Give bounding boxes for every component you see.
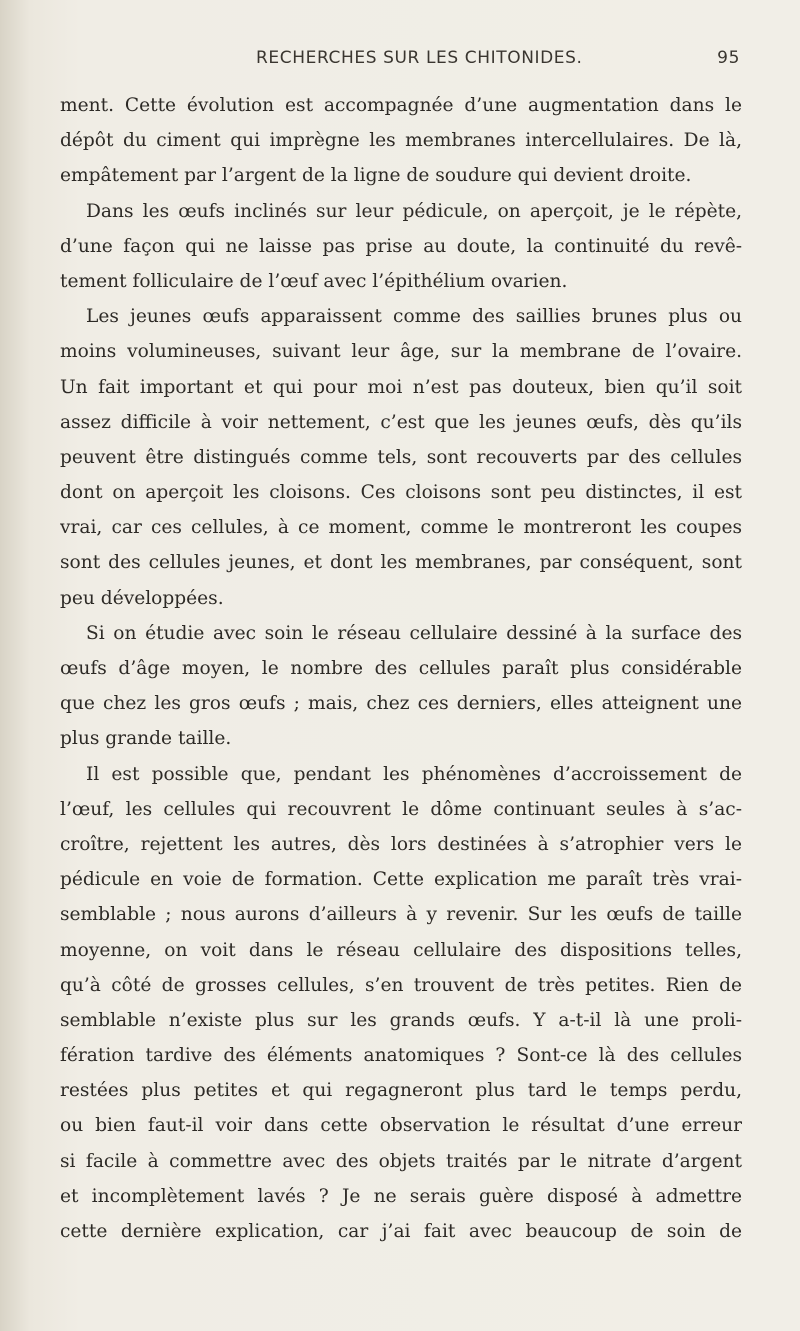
text-line: cette dernière explication, car j’ai fait avec beaucoup de soin de xyxy=(60,1221,742,1242)
text-line: Si on étudie avec soin le réseau cellulaire dessiné à la surface des xyxy=(86,622,742,644)
running-title: RECHERCHES SUR LES CHITONIDES. xyxy=(256,48,583,68)
text-line: assez difficile à voir nettement, c’est que les jeunes œufs, dès qu’ils xyxy=(60,411,742,433)
text-line: ou bien faut-il voir dans cette observation le résultat d’une erreur xyxy=(60,1115,742,1137)
text-line: restées plus petites et qui regagneront plus tard le temps perdu, xyxy=(60,1080,742,1102)
text-line: qu’à côté de grosses cellules, s’en trouvent de très petites. Rien de xyxy=(60,974,742,996)
page-number: 95 xyxy=(717,48,740,68)
text-line: d’une façon qui ne laisse pas prise au doute, la continuité du revê- xyxy=(60,235,742,257)
text-line: l’œuf, les cellules qui recouvrent le dôme continuant seules à s’ac- xyxy=(60,798,742,820)
text-line: moins volumineuses, suivant leur âge, sur la membrane de l’ovaire. xyxy=(60,341,742,363)
text-line: Les jeunes œufs apparaissent comme des saillies brunes plus ou xyxy=(86,306,742,328)
text-line: dépôt du ciment qui imprègne les membranes intercellulaires. De là, xyxy=(60,130,742,152)
text-line: Il est possible que, pendant les phénomènes d’accroissement de xyxy=(86,763,742,785)
body-text xyxy=(60,88,742,1249)
text-line: tement folliculaire de l’œuf avec l’épithélium ovarien. xyxy=(60,270,568,292)
text-line: plus grande taille. xyxy=(60,728,232,750)
running-header xyxy=(60,48,740,78)
text-line: vrai, car ces cellules, à ce moment, comme le montreront les coupes xyxy=(60,517,742,539)
text-line: moyenne, on voit dans le réseau cellulaire des dispositions telles, xyxy=(60,939,742,961)
text-line: peu développées. xyxy=(60,587,224,609)
text-line: semblable ; nous aurons d’ailleurs à y revenir. Sur les œufs de taille xyxy=(60,904,742,926)
text-line: pédicule en voie de formation. Cette explication me paraît très vrai- xyxy=(60,869,742,891)
text-line: que chez les gros œufs ; mais, chez ces derniers, elles atteignent une xyxy=(60,693,742,715)
text-line: peuvent être distingués comme tels, sont recouverts par des cellules xyxy=(60,446,742,468)
text-line: empâtement par l’argent de la ligne de soudure qui devient droite. xyxy=(60,165,692,187)
text-line: et incomplètement lavés ? Je ne serais guère disposé à admettre xyxy=(60,1185,742,1207)
text-line: croître, rejettent les autres, dès lors destinées à s’atrophier vers le xyxy=(60,833,742,855)
text-line: fération tardive des éléments anatomiques ? Sont-ce là des cellules xyxy=(60,1045,742,1067)
text-line: Un fait important et qui pour moi n’est pas douteux, bien qu’il soit xyxy=(60,376,742,398)
text-line: si facile à commettre avec des objets traités par le nitrate d’argent xyxy=(60,1150,742,1172)
text-line: semblable n’existe plus sur les grands œufs. Y a-t-il là une proli- xyxy=(60,1009,742,1031)
text-line: dont on aperçoit les cloisons. Ces cloisons sont peu distinctes, il est xyxy=(60,482,742,504)
text-line: sont des cellules jeunes, et dont les membranes, par conséquent, sont xyxy=(60,552,742,574)
text-line: ment. Cette évolution est accompagnée d’une augmentation dans le xyxy=(60,95,742,116)
text-line: œufs d’âge moyen, le nombre des cellules paraît plus considérable xyxy=(60,658,742,679)
text-line: Dans les œufs inclinés sur leur pédicule, on aperçoit, je le répète, xyxy=(86,200,742,222)
